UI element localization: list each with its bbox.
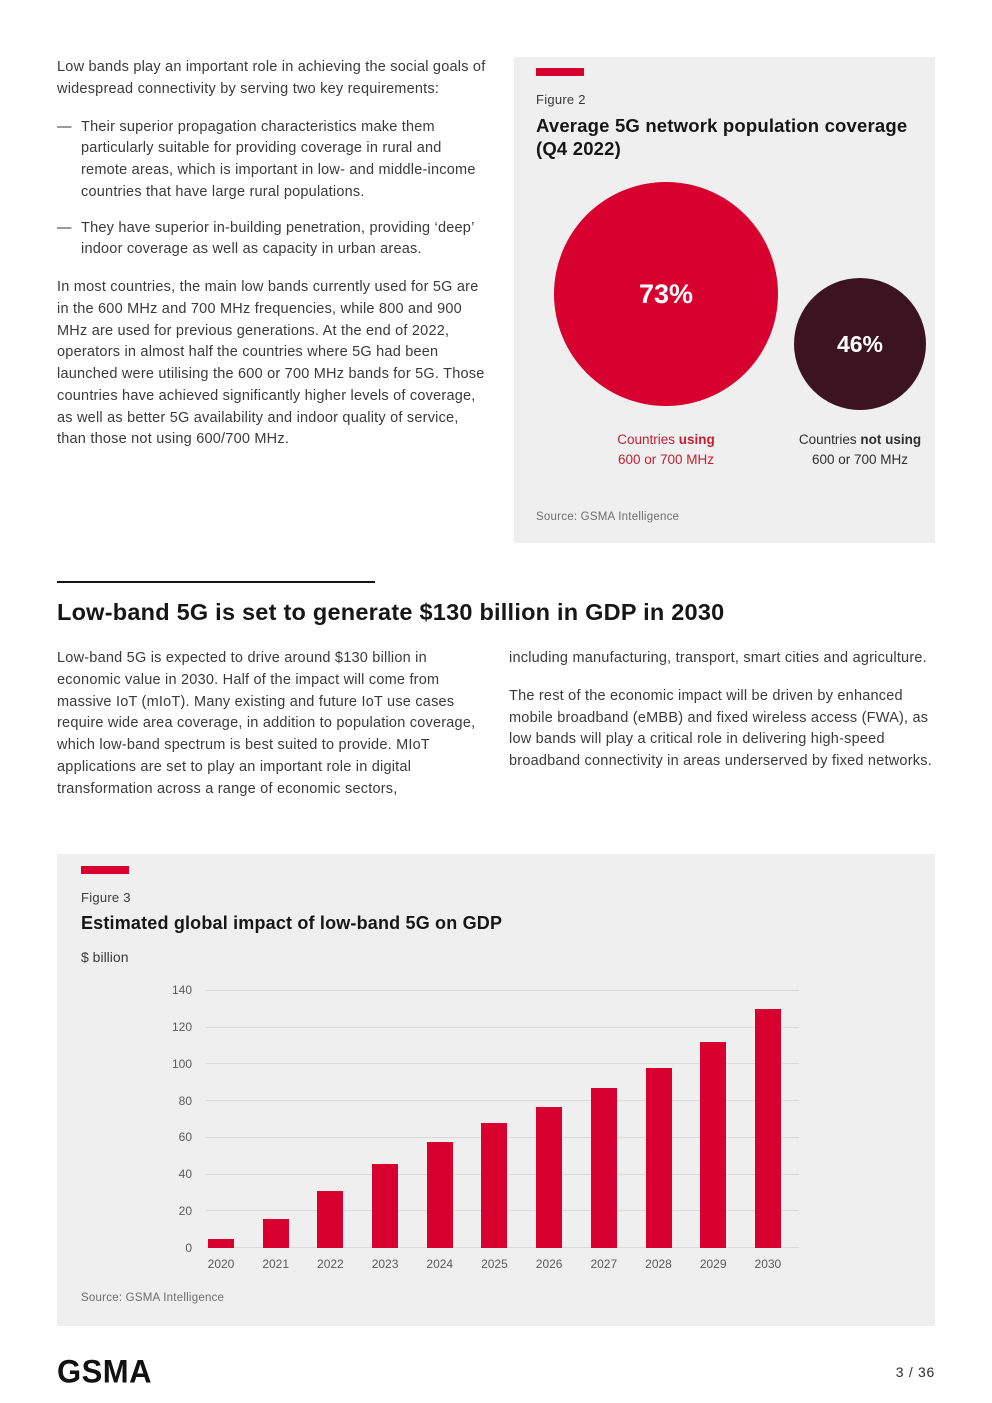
- caption-text: Countries: [617, 432, 679, 448]
- bar-2021: [263, 1219, 289, 1248]
- figure-2-title: Average 5G network population coverage (Q4 2022): [536, 115, 908, 159]
- caption-line-2: 600 or 700 MHz: [811, 451, 909, 467]
- section-divider-line: [57, 581, 375, 583]
- bar-column-2028: [645, 991, 672, 1272]
- circle-using-caption: [617, 430, 715, 469]
- bullet-item: [57, 218, 489, 262]
- section-paragraph: Low-band 5G is expected to drive around $130 billion in economic value in 2030. Half of the impact will come from massive IoT (mIoT). Many existing and future IoT use cases require wide area coverage, in addition to population coverage, which low-band spectrum is best suited to provide. MIoT applications are set to play an important role in digital transformation across a range of economic sectors,: [57, 650, 476, 797]
- gsma-logo: GSMA: [57, 1353, 152, 1391]
- circle-not-using-value: 46%: [836, 330, 884, 357]
- chart-y-tick-label: 100: [171, 1056, 192, 1071]
- figure-2-source: Source: GSMA Intelligence: [536, 511, 680, 523]
- bar-column-2029: [699, 991, 727, 1272]
- intro-text-column: [57, 57, 489, 543]
- bar-column-2020: [207, 991, 235, 1272]
- bar-2024: [427, 1142, 453, 1249]
- section-column-right: [509, 648, 935, 816]
- caption-bold-text: using: [678, 432, 715, 448]
- bar-column-2022: [317, 991, 344, 1272]
- bar-2027: [591, 1088, 617, 1248]
- figure-2-panel: [514, 57, 935, 543]
- chart-x-tick-label: 2022: [317, 1257, 344, 1272]
- chart-x-tick-label: 2029: [699, 1257, 727, 1272]
- chart-x-tick-label: 2023: [371, 1257, 399, 1272]
- bullet-item: [57, 117, 489, 204]
- chart-x-tick-label: 2025: [481, 1257, 508, 1272]
- section-column-left: [57, 648, 483, 816]
- top-row: [57, 57, 935, 543]
- chart-x-tick-label: 2028: [645, 1257, 672, 1272]
- bar-column-2026: [535, 991, 563, 1272]
- bar-column-2030: [754, 991, 782, 1272]
- bullet-dash: —: [57, 219, 72, 236]
- bar-column-2023: [371, 991, 399, 1272]
- chart-x-tick-label: 2030: [754, 1257, 782, 1272]
- chart-y-tick-label: 140: [171, 983, 192, 998]
- bar-2028: [646, 1068, 672, 1248]
- bar-2030: [755, 1009, 781, 1248]
- chart-bars: [207, 991, 782, 1272]
- chart-y-tick-label: 80: [178, 1093, 192, 1108]
- chart-y-axis-unit: $ billion: [81, 948, 129, 965]
- figure-3-title: Estimated global impact of low-band 5G on GDP: [81, 912, 503, 933]
- intro-paragraph-2: In most countries, the main low bands currently used for 5G are in the 600 MHz and 700 MHz frequencies, while 800 and 900 MHz are used for previous generations. At the end of 2022, operators in almost half the countries where 5G had been launched were utilising the 600 or 700 MHz bands for 5G. Those countries have achieved significantly higher levels of coverage, as well as better 5G availability and indoor quality of service, than those not using 600/700 MHz.: [57, 279, 485, 448]
- chart-x-tick-label: 2026: [535, 1257, 563, 1272]
- circle-not-using-caption: [799, 430, 921, 469]
- section-body-columns: [57, 648, 935, 816]
- figure-2-bubble-chart: [536, 166, 922, 511]
- bullet-text: They have superior in-building penetration, providing ‘deep’ indoor coverage as well as capacity in urban areas.: [81, 219, 474, 258]
- section-paragraph: The rest of the economic impact will be driven by enhanced mobile broadband (eMBB) and fixed wireless access (FWA), as low bands will play a critical role in delivering high-speed broadband connectivity in areas underserved by fixed networks.: [509, 687, 932, 769]
- bar-2020: [208, 1239, 234, 1248]
- intro-bullet-list: [57, 117, 489, 262]
- chart-x-tick-label: 2024: [426, 1257, 454, 1272]
- caption-line-2: 600 or 700 MHz: [617, 451, 715, 467]
- bar-2029: [700, 1042, 726, 1248]
- chart-y-tick-label: 60: [178, 1130, 192, 1145]
- section-paragraph: including manufacturing, transport, smart cities and agriculture.: [509, 650, 927, 666]
- chart-x-tick-label: 2027: [590, 1257, 618, 1272]
- chart-x-tick-label: 2021: [262, 1257, 290, 1272]
- bar-2023: [372, 1164, 398, 1249]
- bar-chart-plot: [171, 983, 799, 1272]
- figure-accent-tick: [81, 866, 129, 874]
- chart-y-tick-label: 120: [171, 1020, 192, 1035]
- chart-y-tick-label: 40: [178, 1167, 192, 1182]
- circle-countries-not-using: [794, 278, 926, 410]
- section-heading: Low-band 5G is set to generate $130 billion in GDP in 2030: [57, 599, 725, 625]
- figure-2-label: Figure 2: [536, 92, 586, 107]
- figure-3-label: Figure 3: [81, 889, 131, 905]
- bar-column-2027: [590, 991, 618, 1272]
- chart-x-tick-label: 2020: [207, 1257, 235, 1272]
- bar-column-2024: [426, 991, 454, 1272]
- figure-accent-tick: [536, 68, 584, 76]
- figure-3-source: Source: GSMA Intelligence: [81, 1292, 225, 1305]
- intro-paragraph-1: Low bands play an important role in achieving the social goals of widespread connectivity by serving two key requirements:: [57, 59, 486, 97]
- bullet-text: Their superior propagation characteristics make them particularly suitable for providing coverage in rural and remote areas, which is important in low- and middle-income countries that have large rural populations.: [81, 118, 476, 200]
- bullet-dash: —: [57, 118, 72, 135]
- page-number: 3 / 36: [895, 1364, 935, 1381]
- bar-column-2025: [481, 991, 508, 1272]
- bar-2025: [481, 1123, 507, 1248]
- figure-3-panel: [57, 854, 935, 1326]
- bar-2026: [536, 1107, 562, 1249]
- caption-bold-text: not using: [860, 432, 922, 448]
- chart-y-tick-label: 0: [185, 1240, 192, 1255]
- bar-2022: [317, 1191, 343, 1248]
- circle-using-value: 73%: [638, 278, 694, 309]
- bar-column-2021: [262, 991, 290, 1272]
- chart-y-tick-label: 20: [178, 1203, 192, 1218]
- page-footer: [57, 1354, 935, 1390]
- caption-text: Countries: [798, 432, 861, 448]
- circle-countries-using: [554, 182, 778, 406]
